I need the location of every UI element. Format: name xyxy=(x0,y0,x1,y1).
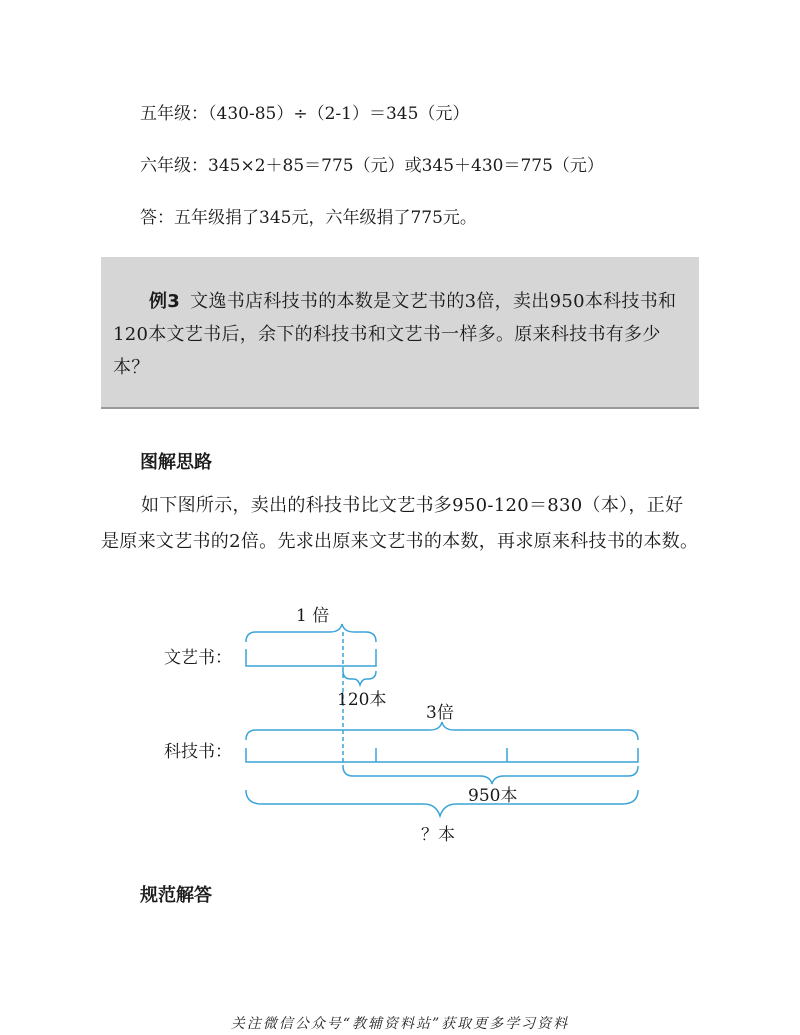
label-950: 950本 xyxy=(468,786,518,806)
literature-bar xyxy=(246,649,376,666)
heading-diagram: 图解思路 xyxy=(140,452,212,473)
example-problem-text: 文逸书店科技书的本数是文艺书的3倍，卖出950本科技书和120本文艺书后，余下的科技书和文艺书一样多。原来科技书有多少本？ xyxy=(113,291,677,378)
label-120: 120本 xyxy=(337,690,387,710)
line-segment-diagram xyxy=(0,590,800,860)
120-brace xyxy=(343,671,376,685)
answer-line: 答：五年级捐了345元，六年级捐了775元。 xyxy=(140,208,477,228)
label-one-times: 1 倍 xyxy=(296,606,330,626)
solution-line-grade5: 五年级：（430-85）÷（2-1）＝345（元） xyxy=(140,104,470,124)
science-bar xyxy=(246,748,638,762)
one-times-brace xyxy=(246,624,376,642)
label-total: ？本 xyxy=(421,825,455,845)
example-box xyxy=(101,257,699,409)
label-three-times: 3倍 xyxy=(426,703,454,723)
label-literature: 文艺书： xyxy=(164,648,232,668)
solution-line-grade6: 六年级：345×2＋85＝775（元）或345＋430＝775（元） xyxy=(140,156,604,176)
total-brace xyxy=(246,790,638,816)
950-brace xyxy=(343,766,638,784)
heading-solution: 规范解答 xyxy=(140,885,212,906)
explanation-paragraph: 如下图所示，卖出的科技书比文艺书多950-120＝830（本），正好是原来文艺书的2倍。先求出原来文艺书的本数，再求原来科技书的本数。 xyxy=(101,495,699,552)
three-times-brace xyxy=(246,722,638,740)
example-text-block xyxy=(113,285,691,384)
footer-watermark: 关注微信公众号“教辅资料站”获取更多学习资料 xyxy=(230,1016,570,1032)
example-label: 例3 xyxy=(149,291,181,312)
label-science: 科技书： xyxy=(164,742,232,762)
